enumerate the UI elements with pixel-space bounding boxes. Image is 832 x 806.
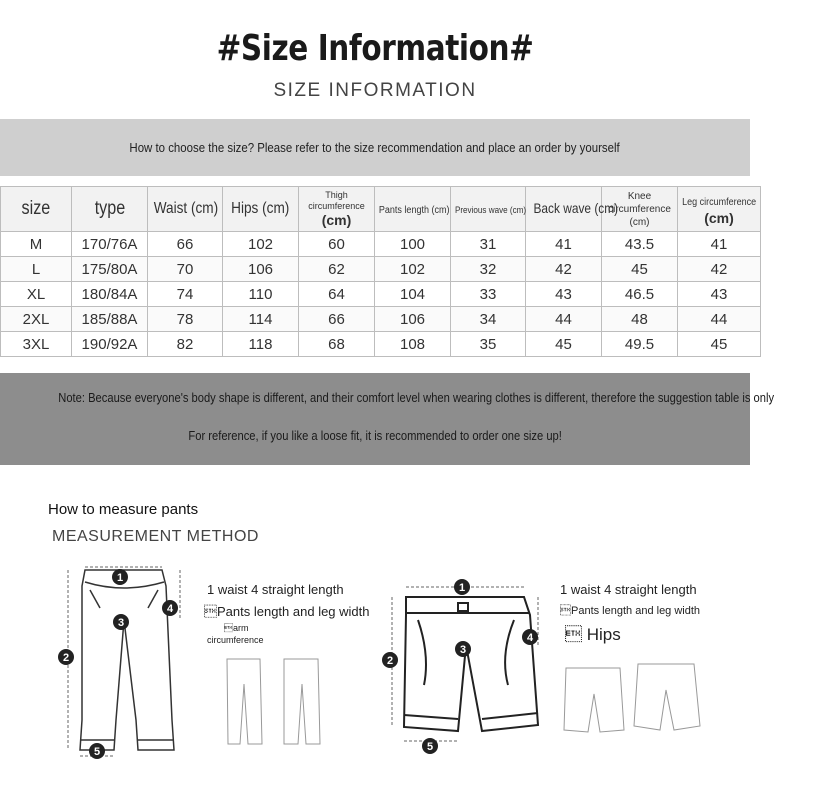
table-cell: 43.5 [602, 232, 678, 257]
table-cell: 43 [526, 282, 602, 307]
measurement-method-title: MEASUREMENT METHOD [52, 528, 259, 545]
table-cell: 44 [526, 307, 602, 332]
table-cell: 68 [299, 332, 375, 357]
marker-1: 1 [116, 572, 124, 584]
header-thigh: Thigh circumference (cm) [299, 187, 375, 232]
table-cell: 41 [526, 232, 602, 257]
header-waist: Waist (cm) [148, 187, 223, 232]
table-cell: M [1, 232, 72, 257]
size-instruction-text: How to choose the size? Please refer to the size recommendation and place an order by yourself [129, 140, 621, 155]
table-cell: 35 [451, 332, 526, 357]
table-cell: 66 [299, 307, 375, 332]
long-pants-diagram [50, 560, 200, 765]
table-cell: 60 [299, 232, 375, 257]
table-cell: 31 [451, 232, 526, 257]
table-cell: 3XL [1, 332, 72, 357]
header-leg: Leg circumference (cm) [678, 187, 761, 232]
table-cell: 180/84A [72, 282, 148, 307]
table-cell: 42 [678, 257, 761, 282]
long-pants-legend-3a: arm [224, 623, 249, 633]
table-cell: 32 [451, 257, 526, 282]
marker-1: 1 [458, 582, 466, 594]
table-cell: 82 [148, 332, 223, 357]
table-cell: 45 [602, 257, 678, 282]
table-cell: 74 [148, 282, 223, 307]
table-cell: 190/92A [72, 332, 148, 357]
table-header-row [1, 187, 761, 232]
fit-note-line-1: Note: Because everyone's body shape is different, and their comfort level when wearing clothes is different, therefore the suggestion table is only [58, 390, 775, 405]
long-pants-thumbnail [222, 654, 332, 750]
header-type: type [72, 187, 148, 232]
table-cell: 70 [148, 257, 223, 282]
long-pants-legend-3b: circumference [207, 635, 264, 645]
table-cell: 49.5 [602, 332, 678, 357]
size-instruction-banner [0, 119, 750, 176]
shorts-diagram [378, 575, 548, 760]
header-pants-length: Pants length (cm) [375, 187, 451, 232]
shorts-legend-2: Pants length and leg width [560, 605, 701, 617]
table-cell: 170/76A [72, 232, 148, 257]
long-pants-legend-2: Pants length and leg width [204, 604, 370, 619]
table-cell: 62 [299, 257, 375, 282]
table-cell: 33 [451, 282, 526, 307]
table-row [1, 232, 761, 257]
table-row [1, 282, 761, 307]
table-cell: 102 [223, 232, 299, 257]
shorts-legend-3:  Hips [565, 625, 621, 644]
marker-5: 5 [426, 741, 434, 753]
table-cell: 100 [375, 232, 451, 257]
table-row [1, 257, 761, 282]
marker-4: 4 [526, 632, 534, 644]
marker-3: 3 [117, 617, 125, 629]
table-cell: 110 [223, 282, 299, 307]
table-cell: 66 [148, 232, 223, 257]
header-size: size [1, 187, 72, 232]
header-previous-wave: Previous wave (cm) [451, 187, 526, 232]
table-cell: 106 [223, 257, 299, 282]
table-cell: 2XL [1, 307, 72, 332]
measure-heading: How to measure pants [48, 501, 199, 518]
table-cell: 45 [526, 332, 602, 357]
fit-note-line-2: For reference, if you like a loose fit, it is recommended to order one size up! [188, 428, 562, 443]
shorts-thumbnail [560, 660, 705, 738]
table-cell: 41 [678, 232, 761, 257]
page-subtitle: SIZE INFORMATION [273, 80, 477, 101]
table-row [1, 307, 761, 332]
marker-4: 4 [166, 603, 174, 615]
header-back-wave: Back wave (cm) [526, 187, 602, 232]
table-cell: 114 [223, 307, 299, 332]
table-cell: 78 [148, 307, 223, 332]
table-cell: 104 [375, 282, 451, 307]
header-hips: Hips (cm) [223, 187, 299, 232]
table-cell: 102 [375, 257, 451, 282]
long-pants-legend-1: 1 waist 4 straight length [207, 582, 344, 597]
marker-5: 5 [93, 746, 101, 758]
table-cell: 118 [223, 332, 299, 357]
table-cell: 45 [678, 332, 761, 357]
table-cell: 106 [375, 307, 451, 332]
table-cell: XL [1, 282, 72, 307]
table-row [1, 332, 761, 357]
table-cell: 175/80A [72, 257, 148, 282]
table-cell: 43 [678, 282, 761, 307]
size-table [0, 186, 761, 357]
table-cell: 48 [602, 307, 678, 332]
table-cell: 185/88A [72, 307, 148, 332]
marker-3: 3 [459, 644, 467, 656]
table-cell: 44 [678, 307, 761, 332]
table-cell: 42 [526, 257, 602, 282]
table-cell: L [1, 257, 72, 282]
table-cell: 34 [451, 307, 526, 332]
table-cell: 108 [375, 332, 451, 357]
marker-2: 2 [62, 652, 70, 664]
table-cell: 64 [299, 282, 375, 307]
shorts-legend-1: 1 waist 4 straight length [560, 582, 697, 597]
header-knee: Knee circumference (cm) [602, 187, 678, 232]
page-title: #Size Information# [216, 28, 534, 69]
fit-note-banner [0, 373, 775, 465]
table-cell: 46.5 [602, 282, 678, 307]
marker-2: 2 [386, 655, 394, 667]
